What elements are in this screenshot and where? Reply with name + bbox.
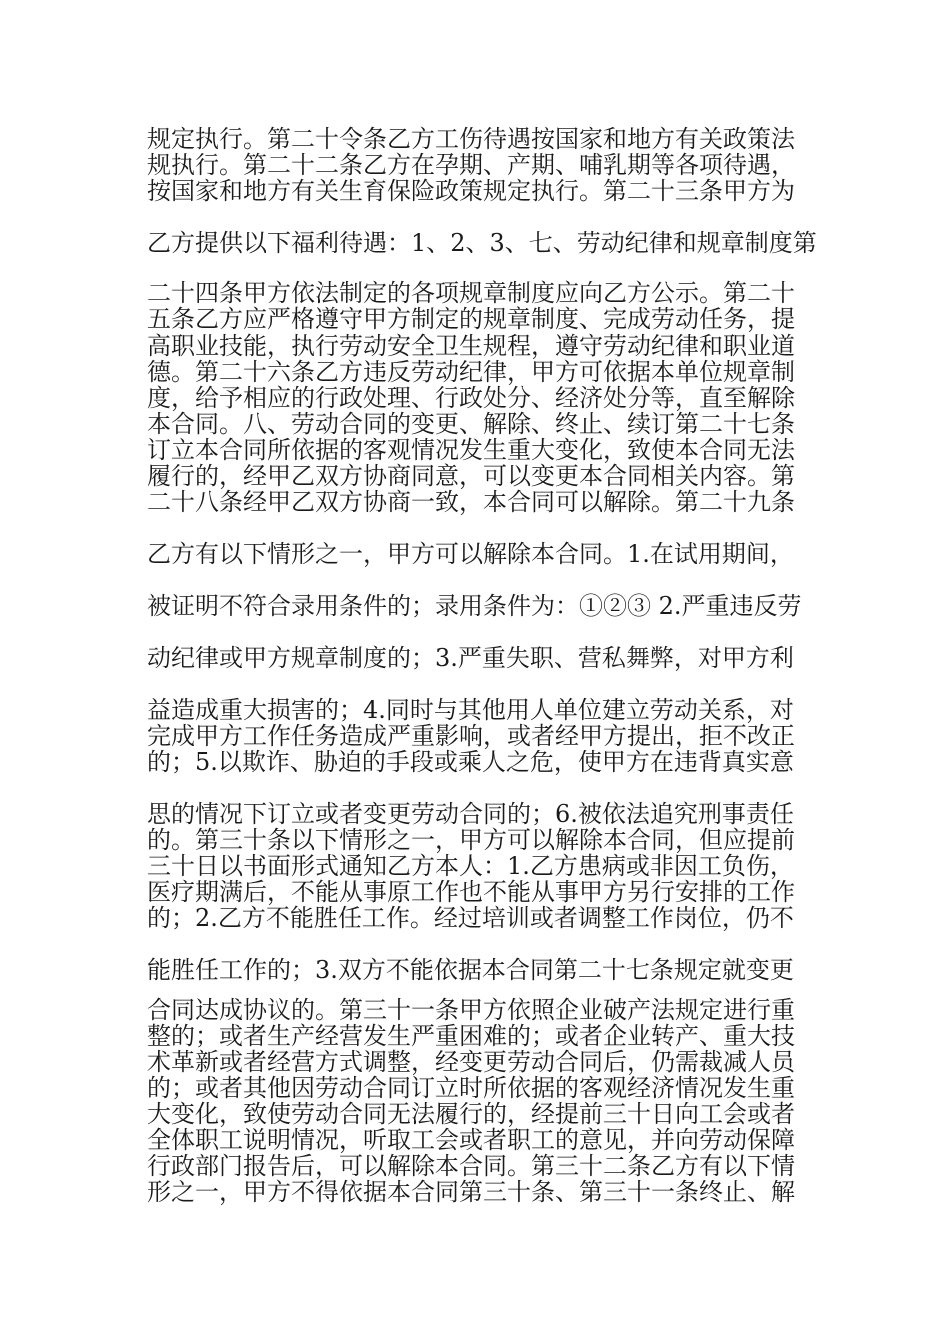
text-line-6: 五条乙方应严格遵守甲方制定的规章制度、完成劳动任务，提 [147,305,795,333]
text-line-2: 规执行。第二十二条乙方在孕期、产期、哺乳期等各项待遇， [147,151,795,179]
text-line-21: 的。第三十条以下情形之一，甲方可以解除本合同，但应提前 [147,826,795,854]
text-line-16: 动纪律或甲方规章制度的；3.严重失职、营私舞弊，对甲方利 [147,644,794,672]
text-line-26: 合同达成协议的。第三十一条甲方依照企业破产法规定进行重 [147,996,795,1024]
text-line-17: 益造成重大损害的；4.同时与其他用人单位建立劳动关系，对 [147,696,794,724]
text-line-19: 的；5.以欺诈、胁迫的手段或乘人之危，使甲方在违背真实意 [147,748,794,776]
text-line-13: 二十八条经甲乙双方协商一致，本合同可以解除。第二十九条 [147,488,795,516]
text-line-7: 高职业技能，执行劳动安全卫生规程，遵守劳动纪律和职业道 [147,332,795,360]
text-line-11: 订立本合同所依据的客观情况发生重大变化，致使本合同无法 [147,436,795,464]
text-line-31: 全体职工说明情况，听取工会或者职工的意见，并向劳动保障 [147,1126,795,1154]
text-line-15: 被证明不符合录用条件的；录用条件为：①②③ 2.严重违反劳 [147,592,802,620]
text-line-25: 能胜任工作的；3.双方不能依据本合同第二十七条规定就变更 [147,956,794,984]
text-line-23: 医疗期满后，不能从事原工作也不能从事甲方另行安排的工作 [147,878,795,906]
text-line-5: 二十四条甲方依法制定的各项规章制度应向乙方公示。第二十 [147,279,795,307]
text-line-33: 形之一，甲方不得依据本合同第三十条、第三十一条终止、解 [147,1178,795,1206]
text-line-9: 度，给予相应的行政处理、行政处分、经济处分等，直至解除 [147,384,795,412]
text-line-32: 行政部门报告后，可以解除本合同。第三十二条乙方有以下情 [147,1152,795,1180]
text-line-4: 乙方提供以下福利待遇：1、2、3、七、劳动纪律和规章制度第 [147,229,817,257]
text-line-12: 履行的，经甲乙双方协商同意，可以变更本合同相关内容。第 [147,462,795,490]
text-line-27: 整的；或者生产经营发生严重困难的；或者企业转产、重大技 [147,1022,795,1050]
text-line-14: 乙方有以下情形之一，甲方可以解除本合同。1.在试用期间， [147,540,794,568]
text-line-10: 本合同。八、劳动合同的变更、解除、终止、续订第二十七条 [147,410,795,438]
text-line-29: 的；或者其他因劳动合同订立时所依据的客观经济情况发生重 [147,1074,795,1102]
text-line-1: 规定执行。第二十令条乙方工伤待遇按国家和地方有关政策法 [147,125,795,153]
text-line-22: 三十日以书面形式通知乙方本人：1.乙方患病或非因工负伤， [147,852,794,880]
text-line-28: 术革新或者经营方式调整，经变更劳动合同后，仍需裁减人员 [147,1048,795,1076]
text-line-20: 思的情况下订立或者变更劳动合同的；6.被依法追究刑事责任 [147,800,794,828]
text-line-3: 按国家和地方有关生育保险政策规定执行。第二十三条甲方为 [147,177,795,205]
text-line-30: 大变化，致使劳动合同无法履行的，经提前三十日向工会或者 [147,1100,795,1128]
text-line-24: 的；2.乙方不能胜任工作。经过培训或者调整工作岗位，仍不 [147,904,794,932]
text-line-18: 完成甲方工作任务造成严重影响，或者经甲方提出，拒不改正 [147,722,795,750]
text-line-8: 德。第二十六条乙方违反劳动纪律，甲方可依据本单位规章制 [147,358,795,386]
